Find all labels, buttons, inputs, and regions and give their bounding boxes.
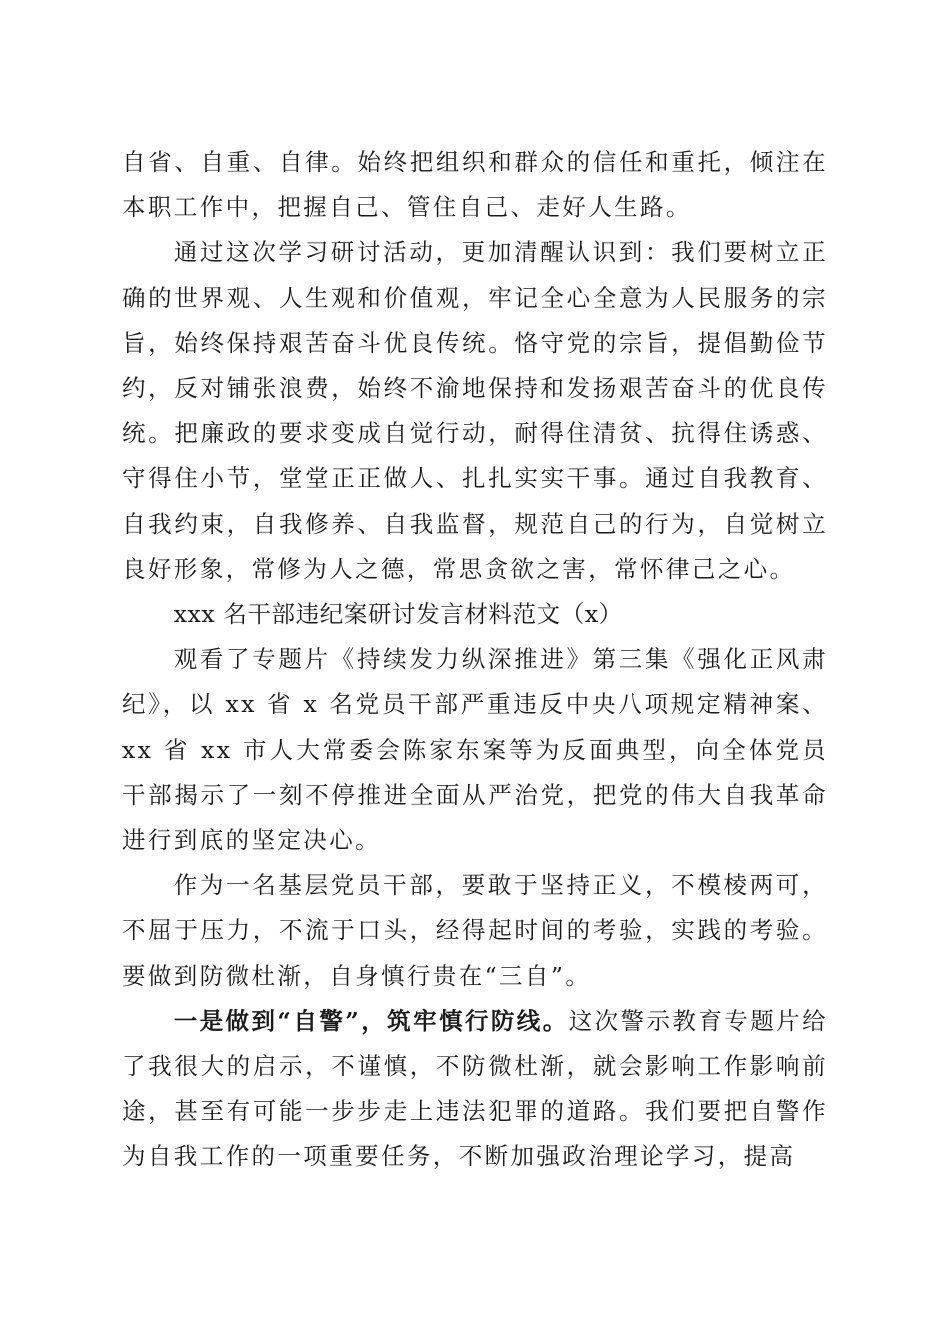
paragraph-reflection: 通过这次学习研讨活动，更加清醒认识到：我们要树立正确的世界观、人生观和价值观，牢记全心全意为人民服务的宗旨，始终保持艰苦奋斗优良传统。恪守党的宗旨，提倡勤俭节约，反对铺张浪费，始终不渝地保持和发扬艰苦奋斗的优良传统。把廉政的要求变成自觉行动，耐得住清贫、抗得住诱惑、守得住小节，堂堂正正做人、扎扎实实干事。通过自我教育、自我约束，自我修养、自我监督，规范自己的行为，自觉树立良好形象，常修为人之德，常思贪欲之害，常怀律己之心。 bbox=[122, 238, 828, 583]
paragraph-cadre-duty: 作为一名基层党员干部，要敢于坚持正义，不模棱两可，不屈于压力，不流于口头，经得起时间的考验，实践的考验。要做到防微杜渐，自身慎行贵在“三自”。 bbox=[122, 871, 828, 990]
paragraph-body-text: 这次警示教育专题片给了我很大的启示，不谨慎，不防微杜渐，就会影响工作影响前途，甚至有可能一步步走上违法犯罪的道路。我们要把自警作为自我工作的一项重要任务，不断加强政治理论学习，提高 bbox=[122, 1006, 829, 1171]
paragraph-lead-heading: 一是做到“自警”，筑牢慎行防线。 bbox=[173, 1006, 569, 1035]
paragraph-continuation: 自省、自重、自律。始终把组织和群众的信任和重托，倾注在本职工作中，把握自己、管住自己、走好人生路。 bbox=[122, 148, 828, 222]
paragraph-self-warning bbox=[122, 999, 828, 1180]
document-body bbox=[122, 140, 828, 1180]
paragraph-film-summary: 观看了专题片《持续发力纵深推进》第三集《强化正风肃纪》，以 xx 省 x 名党员干部严重违反中央八项规定精神案、xx 省 xx 市人大常委会陈家东案等为反面典型，向全体党员干部揭示了一刻不停推进全面从严治党，把党的伟大自我革命进行到底的坚定决心。 bbox=[122, 645, 828, 855]
section-subtitle: xxx 名干部违纪案研讨发言材料范文（x） bbox=[173, 600, 623, 629]
